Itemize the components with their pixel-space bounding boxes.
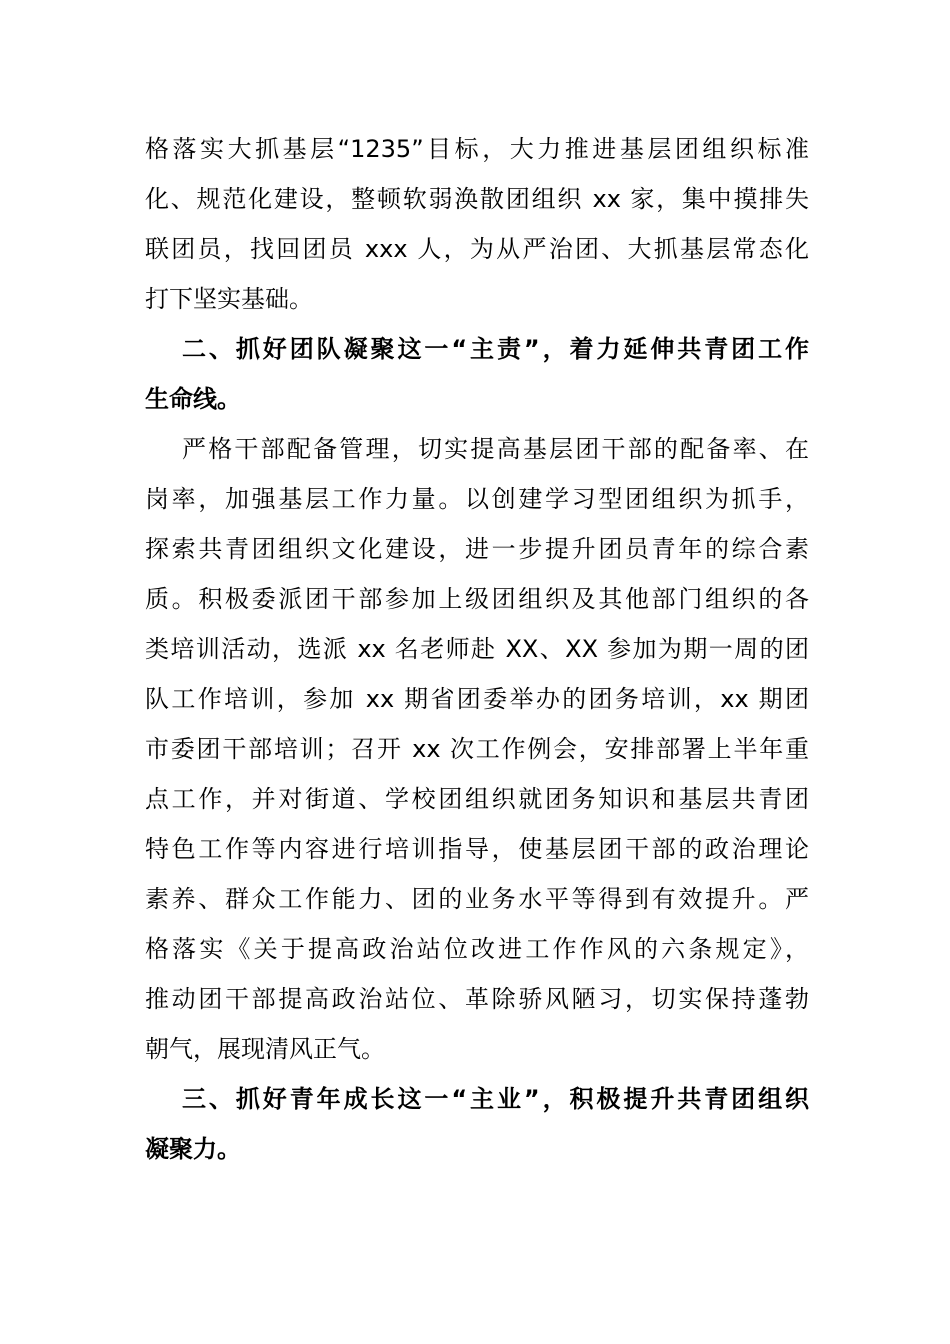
- text-line: 格落实《关于提高政治站位改进工作作风的六条规定》，: [145, 935, 809, 963]
- text-line: 市委团干部培训；召开 xx 次工作例会，安排部署上半年重: [145, 735, 809, 763]
- section-heading-2: [145, 324, 809, 424]
- paragraph-continuation: [145, 124, 809, 324]
- document-body: [145, 124, 809, 1174]
- text-line: 格落实大抓基层“1235”目标，大力推进基层团组织标准: [145, 135, 809, 163]
- text-line: 素养、群众工作能力、团的业务水平等得到有效提升。严: [145, 885, 809, 913]
- text-line: 岗率，加强基层工作力量。以创建学习型团组织为抓手，: [145, 485, 809, 513]
- text-line: 朝气，展现清风正气。: [145, 1035, 385, 1063]
- text-line: 特色工作等内容进行培训指导，使基层团干部的政治理论: [145, 835, 809, 863]
- text-line: 联团员，找回团员 xxx 人，为从严治团、大抓基层常态化: [145, 235, 809, 263]
- heading-line: 二、抓好团队凝聚这一“主责”，着力延伸共青团工作: [182, 335, 809, 363]
- text-line: 严格干部配备管理，切实提高基层团干部的配备率、在: [182, 435, 809, 463]
- text-line: 探索共青团组织文化建设，进一步提升团员青年的综合素: [145, 535, 809, 563]
- heading-line: 生命线。: [145, 385, 241, 413]
- paragraph-body: [145, 424, 809, 1074]
- text-line: 质。积极委派团干部参加上级团组织及其他部门组织的各: [145, 585, 809, 613]
- heading-line: 凝聚力。: [145, 1135, 241, 1163]
- text-line: 队工作培训，参加 xx 期省团委举办的团务培训，xx 期团: [145, 685, 809, 713]
- text-line: 类培训活动，选派 xx 名老师赴 XX、XX 参加为期一周的团: [145, 635, 809, 663]
- text-line: 化、规范化建设，整顿软弱涣散团组织 xx 家，集中摸排失: [145, 185, 809, 213]
- text-line: 推动团干部提高政治站位、革除骄风陋习，切实保持蓬勃: [145, 985, 809, 1013]
- section-heading-3: [145, 1074, 809, 1174]
- text-line: 点工作，并对街道、学校团组织就团务知识和基层共青团: [145, 785, 809, 813]
- heading-line: 三、抓好青年成长这一“主业”，积极提升共青团组织: [182, 1085, 809, 1113]
- text-line: 打下坚实基础。: [145, 285, 313, 313]
